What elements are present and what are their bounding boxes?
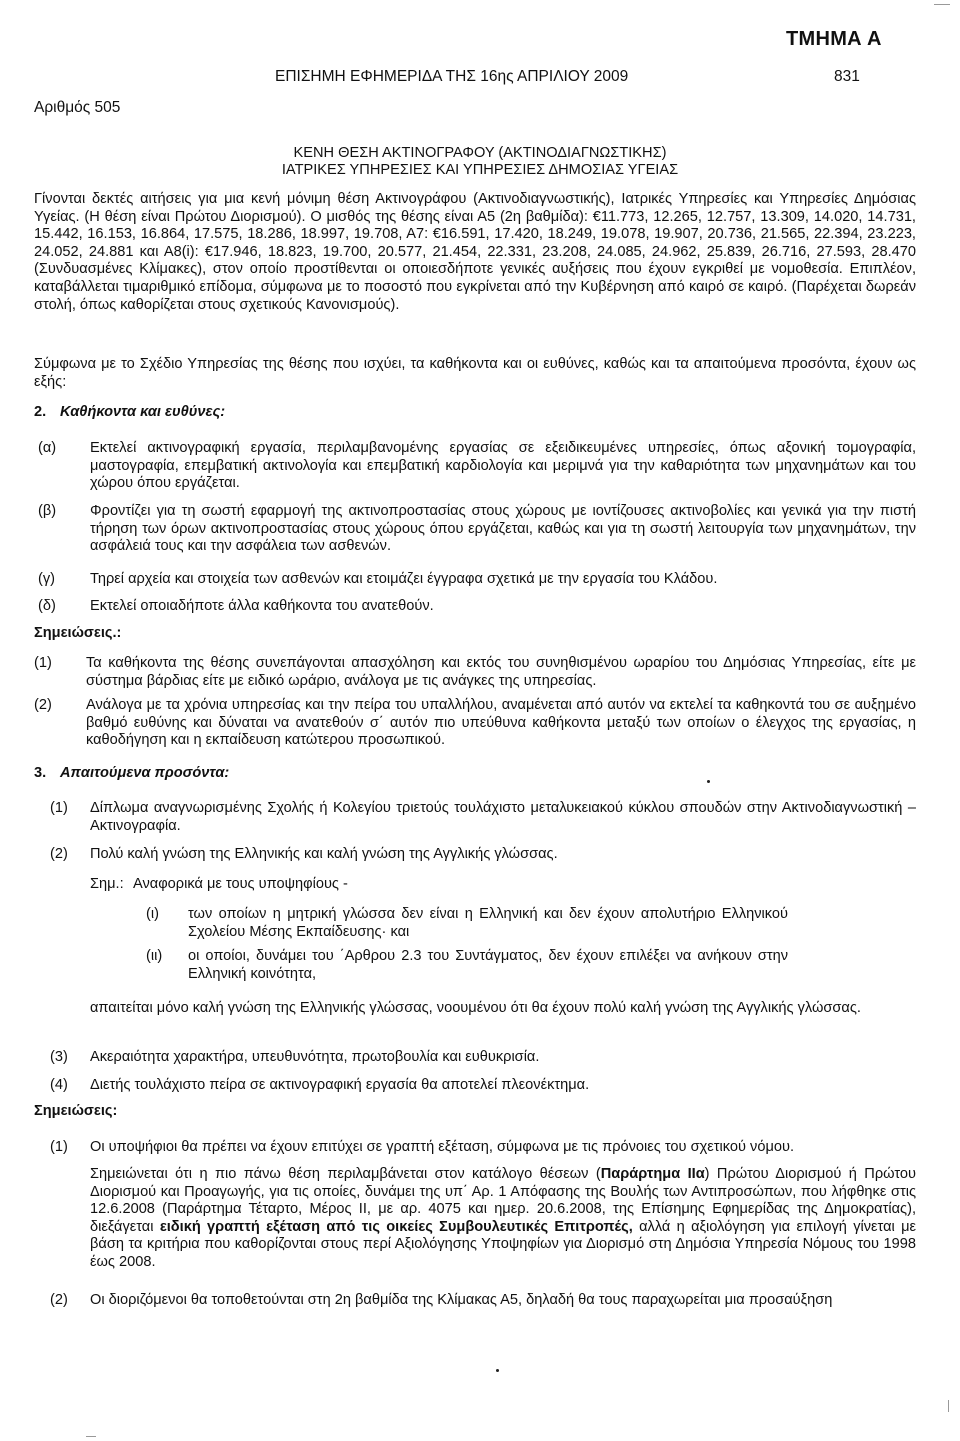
- final-note: [38, 1292, 916, 1310]
- qualification-label: (4): [50, 1077, 68, 1093]
- qualification-text: Πολύ καλή γνώση της Ελληνικής και καλή γνώση της Αγγλικής γλώσσας.: [90, 846, 558, 862]
- note-intro: Αναφορικά με τους υποψηφίους -: [133, 876, 348, 892]
- qualification-text: Ακεραιότητα χαρακτήρα, υπευθυνότητα, πρωτοβουλία και ευθυκρισία.: [90, 1049, 540, 1065]
- duty-text: Εκτελεί οποιαδήποτε άλλα καθήκοντα του ανατεθούν.: [90, 598, 434, 614]
- note-text: Τα καθήκοντα της θέσης συνεπάγονται απασχόληση και εκτός του συνηθισμένου ωραρίου του Δημόσιας Υπηρεσίας, είτε με σύστημα βάρδιας είτε με ειδικό ωράριο, ανάλογα με τις ανάγκες της υπηρεσίας.: [86, 655, 916, 689]
- section-label: ΤΜΗΜΑ Α: [786, 28, 882, 50]
- paragraph-part: Σημειώνεται ότι η πιο πάνω θέση περιλαμβάνεται στον κατάλογο θέσεων (: [90, 1166, 601, 1182]
- duty-item: [38, 440, 916, 493]
- qualification-label: (3): [50, 1049, 68, 1065]
- sub-item: [116, 906, 788, 941]
- sub-label: (ι): [146, 906, 159, 922]
- qualification-label: (2): [50, 846, 68, 862]
- final-note-text: Οι υποψήφιοι θα πρέπει να έχουν επιτύχει σε γραπτή εξέταση, σύμφωνα με τις πρόνοιες του σχετικού νόμου.: [90, 1139, 794, 1155]
- intro-paragraph: Γίνονται δεκτές αιτήσεις για μια κενή μόνιμη θέση Ακτινογράφου (Ακτινοδιαγνωστικής), Ιατρικές Υπηρεσίες και Υπηρεσίες Δημόσιας Υγείας. (Η θέση είναι Πρώτου Διορισμού). Ο μισθός της θέσης είναι Α5 (2η βαθμίδα): €11.773, 12.265, 12.757, 13.309, 14.020, 14.731, 15.442, 16.153, 16.864, 17.575, 18.286, 18.997, 19.708, Α7: €16.591, 17.420, 18.249, 19.078, 19.907, 20.736, 21.565, 22.394, 23.223, 24.052, 24.881 και Α8(i): €17.946, 18.823, 19.700, 20.577, 21.454, 22.331, 23.208, 24.085, 24.962, 25.839, 26.716, 27.593, 28.470 (Συνδυασμένες Κλίμακες), στον οποίο προστίθενται οι οποιεσδήποτε γενικές αυξήσεις που έχουν εγκριθεί με νομοθεσία. Επιπλέον, καταβάλλεται τιμαριθμικό επίδομα, σύμφωνα με το ποσοστό που εγκρίνεται από την Κυβέρνηση από καιρό σε καιρό. (Παρέχεται δωρεάν στολή, όπως καθορίζεται στους σχετικούς Κανονισμούς).: [34, 191, 916, 313]
- final-note-label: (1): [50, 1139, 68, 1155]
- note-item: [34, 655, 916, 690]
- intro-paragraph-2: Σύμφωνα με το Σχέδιο Υπηρεσίας της θέσης που ισχύει, τα καθήκοντα και οι ευθύνες, καθώς και τα απαιτούμενα προσόντα, έχουν ως εξής:: [34, 356, 916, 390]
- duties-heading-number: 2.: [34, 404, 47, 420]
- duty-item: [38, 503, 916, 556]
- notes-heading-2: Σημειώσεις:: [34, 1103, 118, 1119]
- notice-title-line1: ΚΕΝΗ ΘΕΣΗ ΑΚΤΙΝΟΓΡΑΦΟΥ (ΑΚΤΙΝΟΔΙΑΓΝΩΣΤΙΚΗΣ): [293, 145, 667, 161]
- note-conclusion: απαιτείται μόνο καλή γνώση της Ελληνικής γλώσσας, νοουμένου ότι θα έχουν πολύ καλή γνώση της Αγγλικής γλώσσας.: [90, 1000, 861, 1016]
- paragraph-part: αλλά η αξιολόγηση για επιλογή γίνεται με βάση τα κριτήρια που καθορίζονται στους περί Αξιολόγησης Υποψηφίων για Διορισμό στη Δημόσια Υπηρεσία Νόμους του 1998 έως 2008.: [90, 1218, 917, 1270]
- scan-mark: [948, 1400, 949, 1412]
- duty-item: [38, 598, 916, 616]
- qualifications-heading: Απαιτούμενα προσόντα:: [60, 765, 230, 781]
- scan-speck: [496, 1369, 499, 1372]
- page-number: 831: [834, 68, 860, 85]
- qualification-item: [38, 800, 916, 835]
- gazette-title: ΕΠΙΣΗΜΗ ΕΦΗΜΕΡΙΔΑ ΤΗΣ 16ης ΑΠΡΙΛΙΟΥ 2009: [275, 68, 629, 85]
- note-text: Ανάλογα με τα χρόνια υπηρεσίας και την πείρα του υπαλλήλου, αναμένεται από αυτόν να εκτελεί τα καθηκοντά του σε αυξημένο βαθμό ευθύνης και δύναται να ανατεθούν σ΄ αυτόν πιο υπεύθυνα καθήκοντα μεταξύ των οποίων ο έλεγχος της εργασίας, η καθοδήγηση και η εκπαίδευση κατώτερου προσωπικού.: [86, 697, 916, 749]
- qualification-item: [38, 846, 916, 864]
- notes-heading: Σημειώσεις.:: [34, 625, 122, 641]
- item-number: Αριθμός 505: [34, 99, 121, 116]
- note-label: (1): [34, 655, 52, 671]
- duties-heading: Καθήκοντα και ευθύνες:: [60, 404, 226, 420]
- sub-item: [116, 948, 788, 983]
- annex-reference: Παράρτημα ΙΙα: [600, 1166, 705, 1182]
- final-note-paragraph: [90, 1166, 916, 1272]
- qualification-text: Διετής τουλάχιστο πείρα σε ακτινογραφική εργασία θα αποτελεί πλεονέκτημα.: [90, 1077, 590, 1093]
- duty-label: (γ): [38, 571, 56, 587]
- final-note: [38, 1139, 916, 1157]
- note-label-inline: Σημ.:: [90, 876, 124, 892]
- note-item: [34, 697, 916, 750]
- qualifications-heading-number: 3.: [34, 765, 47, 781]
- note-label: (2): [34, 697, 52, 713]
- sub-label: (ιι): [146, 948, 163, 964]
- notice-title-line2: ΙΑΤΡΙΚΕΣ ΥΠΗΡΕΣΙΕΣ ΚΑΙ ΥΠΗΡΕΣΙΕΣ ΔΗΜΟΣΙΑΣ ΥΓΕΙΑΣ: [281, 162, 679, 178]
- qualification-item: [38, 1049, 916, 1067]
- exam-emphasis: ειδική γραπτή εξέταση από τις οικείες Συμβουλευτικές Επιτροπές,: [159, 1218, 633, 1235]
- duty-item: [38, 571, 916, 589]
- duty-text: Φροντίζει για τη σωστή εφαρμογή της ακτινοπροστασίας στους χώρους με ιοντίζουσες ακτινοβολίες και γενικά για την πιστή τήρηση των όρων ακτινοπροστασίας στους χώρους όπου εργάζεται, καθώς και για τη σωστή λειτουργία των μηχανημάτων, την ασφάλειά τους και την ασφάλεια των ασθενών.: [90, 503, 916, 555]
- scan-speck: [707, 780, 710, 783]
- final-note-label: (2): [50, 1292, 68, 1308]
- paragraph-part: ) Πρώτου Διορισμού ή Πρώτου Διορισμού και Προαγωγής, για τις οποίες, δυνάμει της υπ΄ Αρ. 1 Απόφασης της Βουλής των Αντιπροσώπων, που λήφθηκε στις 12.6.2008 (Παράρτημα Τέταρτο, Μέρος ΙΙ, με αρ. 4075 και ημερ. 20.6.2008, της Επίσημης Εφημερίδας της Δημοκρατίας), διεξάγεται: [90, 1166, 916, 1235]
- duty-label: (δ): [38, 598, 56, 614]
- final-note-text: Οι διοριζόμενοι θα τοποθετούνται στη 2η βαθμίδα της Κλίμακας Α5, δηλαδή θα τους παραχωρείται μια προσαύξηση: [90, 1292, 833, 1308]
- duty-text: Εκτελεί ακτινογραφική εργασία, περιλαμβανομένης εργασίας σε εξειδικευμένες υπηρεσίες, όπως αξονική τομογραφία, μαστογραφία, επεμβατική ακτινολογία και επεμβατική καρδιολογία και μεριμνά για την καθαριότητα των μηχανημάτων και του χώρου όπου εργάζεται.: [90, 440, 916, 492]
- qualification-item: [38, 1077, 916, 1095]
- scan-mark: [934, 4, 950, 5]
- sub-text: οι οποίοι, δυνάμει του ΄Αρθρου 2.3 του Συντάγματος, δεν έχουν επιλέξει να ανήκουν στην Ελληνική κοινότητα,: [188, 948, 788, 982]
- sub-text: των οποίων η μητρική γλώσσα δεν είναι η Ελληνική και δεν έχουν απολυτήριο Ελληνικού Σχολείου Μέσης Εκπαίδευσης· και: [188, 906, 788, 940]
- duty-label: (α): [38, 440, 57, 456]
- qualification-text: Δίπλωμα αναγνωρισμένης Σχολής ή Κολεγίου τριετούς τουλάχιστο μεταλυκειακού κύκλου σπουδών στην Ακτινοδιαγνωστική – Ακτινογραφία.: [90, 800, 916, 834]
- duty-text: Τηρεί αρχεία και στοιχεία των ασθενών και ετοιμάζει έγγραφα σχετικά με την εργασία του Κλάδου.: [90, 571, 718, 587]
- duty-label: (β): [38, 503, 57, 519]
- qualification-label: (1): [50, 800, 68, 816]
- scan-mark: [86, 1436, 96, 1437]
